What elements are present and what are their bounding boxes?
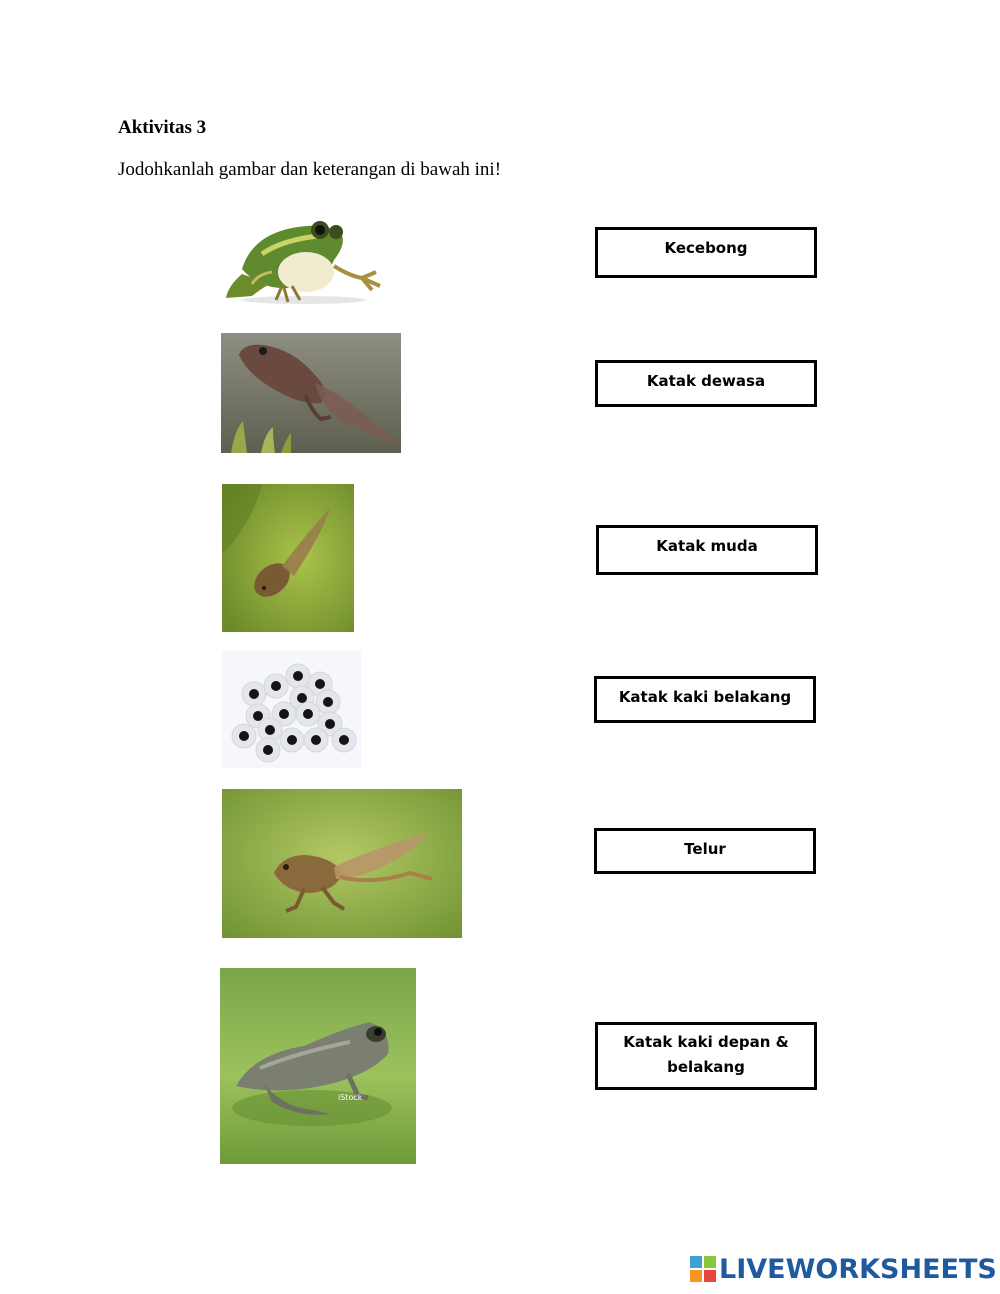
label-text: Telur bbox=[684, 840, 726, 858]
instruction-text: Jodohkanlah gambar dan keterangan di bawah ini! bbox=[118, 159, 502, 180]
tadpole-image bbox=[222, 484, 354, 632]
label-text: Katak dewasa bbox=[646, 372, 766, 390]
label-telur[interactable] bbox=[594, 828, 816, 874]
label-kecebong[interactable] bbox=[595, 227, 817, 278]
label-text: Katak kaki depan & belakang bbox=[623, 1033, 789, 1076]
label-katak-kaki-depan-belakang[interactable] bbox=[595, 1022, 817, 1090]
adult-frog-image bbox=[222, 214, 384, 306]
young-frog-image bbox=[220, 968, 416, 1164]
label-katak-kaki-belakang[interactable] bbox=[594, 676, 816, 723]
page-title: Aktivitas 3 bbox=[118, 117, 207, 138]
watermark-text: iStock bbox=[338, 1093, 363, 1102]
liveworksheets-logo-icon bbox=[690, 1256, 716, 1282]
label-katak-muda[interactable] bbox=[596, 525, 818, 575]
label-text: Katak muda bbox=[656, 537, 758, 555]
label-text: Kecebong bbox=[664, 239, 748, 257]
tadpole-back-legs-image bbox=[221, 333, 401, 453]
label-text: Katak kaki belakang bbox=[618, 688, 792, 706]
frog-eggs-image bbox=[222, 650, 361, 768]
label-katak-dewasa[interactable] bbox=[595, 360, 817, 407]
liveworksheets-brand[interactable] bbox=[690, 1253, 997, 1285]
froglet-legs-image bbox=[222, 789, 462, 938]
brand-name: LIVEWORKSHEETS bbox=[719, 1253, 997, 1285]
